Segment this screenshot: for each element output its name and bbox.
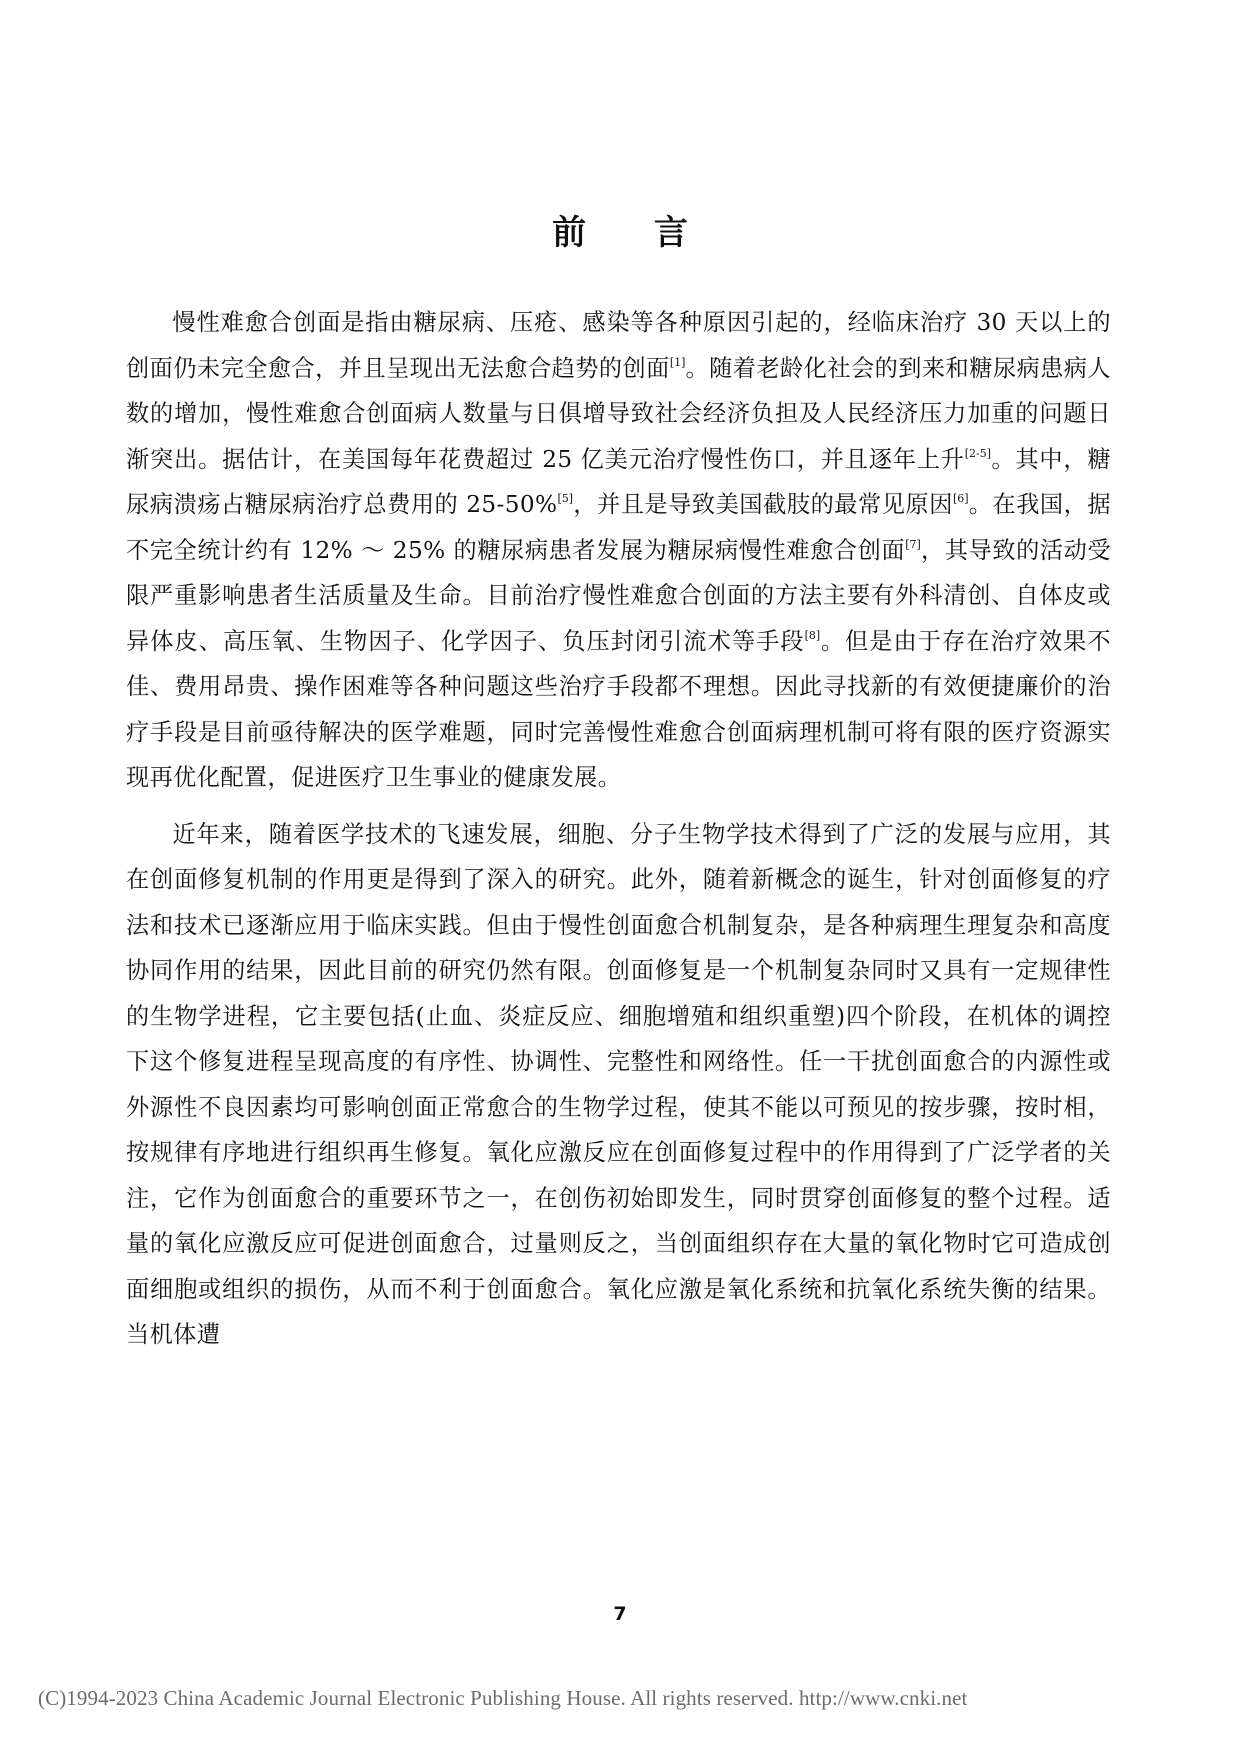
text-segment: 。在我国，据不完全统计约有 12% ～ 25% 的糖尿病患者发展为糖尿病慢性难愈合创面 bbox=[126, 491, 1111, 564]
citation-ref: [2-5] bbox=[964, 446, 991, 460]
text-segment: ，并且是导致美国截肢的最常见原因 bbox=[573, 491, 953, 518]
page-title: 前 言 bbox=[552, 213, 716, 253]
text-segment: 慢性难愈合创面是指由糖尿病、压疮、感染等各种原因引起的，经临床治疗 30 天以上的创面仍未完全愈合，并且呈现出无法愈合趋势的创面 bbox=[126, 309, 1111, 382]
paragraph-2 bbox=[126, 812, 1111, 1358]
text-segment: 。其中，糖尿病溃疡占糖尿病治疗总费用的 25-50% bbox=[126, 445, 1112, 518]
citation-ref: [5] bbox=[557, 492, 574, 506]
citation-ref: [8] bbox=[804, 628, 821, 642]
footer-copyright: (C)1994-2023 China Academic Journal Electronic Publishing House. All rights reserved. http://www.cnki.net bbox=[38, 1686, 968, 1710]
citation-ref: [6] bbox=[952, 492, 969, 506]
text-segment: 。但是由于存在治疗效果不佳、费用昂贵、操作困难等各种问题这些治疗手段都不理想。因此寻找新的有效便捷廉价的治疗手段是目前亟待解决的医学难题，同时完善慢性难愈合创面病理机制可将有限的医疗资源实现再优化配置，促进医疗卫生事业的健康发展。 bbox=[126, 627, 1111, 791]
text-segment: 近年来，随着医学技术的飞速发展，细胞、分子生物学技术得到了广泛的发展与应用，其在创面修复机制的作用更是得到了深入的研究。此外，随着新概念的诞生，针对创面修复的疗法和技术已逐渐应用于临床实践。但由于慢性创面愈合机制复杂，是各种病理生理复杂和高度协同作用的结果，因此目前的研究仍然有限。创面修复是一个机制复杂同时又具有一定规律性的生物学进程，它主要包括(止血、炎症反应、细胞增殖和组织重塑)四个阶段，在机体的调控下这个修复进程呈现高度的有序性、协调性、完整性和网络性。任一干扰创面愈合的内源性或外源性不良因素均可影响创面正常愈合的生物学过程，使其不能以可预见的按步骤，按时相，按规律有序地进行组织再生修复。氧化应激反应在创面修复过程中的作用得到了广泛学者的关注，它作为创面愈合的重要环节之一，在创伤初始即发生，同时贯穿创面修复的整个过程。适量的氧化应激反应可促进创面愈合，过量则反之，当创面组织存在大量的氧化物时它可造成创面细胞或组织的损伤，从而不利于创面愈合。氧化应激是氧化系统和抗氧化系统失衡的结果。当机体遭 bbox=[126, 820, 1111, 1348]
body-text bbox=[126, 300, 1111, 1358]
paragraph-1 bbox=[126, 300, 1111, 801]
text-segment: 。随着老龄化社会的到来和糖尿病患病人数的增加，慢性难愈合创面病人数量与日俱增导致社会经济负担及人民经济压力加重的问题日渐突出。据估计，在美国每年花费超过 25 亿美元治疗慢性伤口，并且逐年上升 bbox=[126, 354, 1111, 473]
page-number: 7 bbox=[613, 1603, 627, 1625]
text-segment: ，其导致的活动受限严重影响患者生活质量及生命。目前治疗慢性难愈合创面的方法主要有外科清创、自体皮或异体皮、高压氧、生物因子、化学因子、负压封闭引流术等手段 bbox=[126, 536, 1112, 655]
citation-ref: [1] bbox=[669, 355, 686, 369]
citation-ref: [7] bbox=[905, 537, 921, 551]
